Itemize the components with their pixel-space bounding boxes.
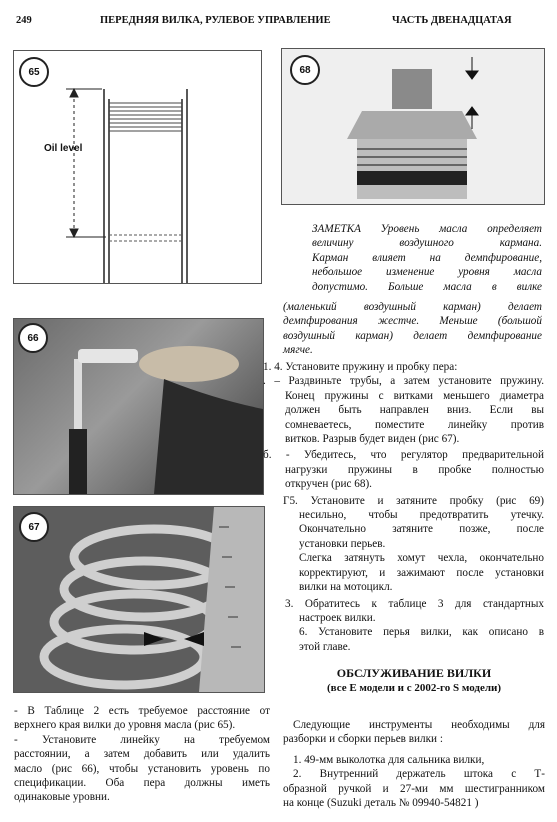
step-line: б. - Убедитесь, что регулятор предварительной [263,449,544,462]
oil-level-label: Oil level [44,143,83,154]
figure-66 [13,318,264,495]
figure-number-badge: 66 [18,323,48,353]
step-4: 1. 4. Установите пружину и пробку пера: [263,361,458,373]
note-line: допустимо. Больше масла в вилке [312,280,542,293]
fork-tube-diagram [14,51,261,283]
note-line: ЗАМЕТКА Уровень масла определяет [312,223,542,235]
note-line: воздушный карман) делает демпфирование [283,329,542,342]
step-line: 6. Установите перья вилки, как описано в [299,626,544,639]
body-line: одинаковые уровни. [14,791,110,804]
body-line: 1. 49-мм выколотка для сальника вилки, [293,753,485,766]
note-line: (маленький воздушный карман) делает [283,301,542,313]
figure-number-badge: 68 [290,55,320,85]
note-line: небольшое изменение уровня масла [312,266,542,279]
figure-number-badge: 65 [19,57,49,87]
body-line: верхнего края вилки до уровня масла (рис 65). [14,719,236,732]
note-line: Карман влияет на демпфирование, [312,251,542,264]
page-number: 249 [16,15,32,26]
section-name: ЧАСТЬ ДВЕНАДЦАТАЯ [392,15,512,26]
spring-photo [14,507,264,692]
tools-text [283,718,545,810]
body-line: спецификации. Оба пера должны иметь [14,777,270,790]
body-line: Следующие инструменты необходимы для [293,719,545,731]
body-line: образной ручкой и 27-ми мм шестигранником [283,782,545,795]
body-line: расстоянии, а затем добавить или удалить [14,748,270,761]
body-line: разборки и сборки перьев вилки : [283,733,443,746]
step-line: установки перьев. [299,537,386,550]
figure-65 [13,50,262,284]
body-line: масло (рис 66), чтобы установить уровень по [14,762,270,775]
step-line: откручен (рис 68). [285,478,372,491]
note-block [312,222,542,294]
step-line: настроек вилки. [299,611,376,624]
step-line: Слегка затянуть хомут чехла, окончательно [299,552,544,565]
step-line: должен быть направлен вниз. Если вы [285,404,544,417]
body-line: 2. Внутренний держатель штока с Т- [293,768,545,781]
step-line: . – Раздвиньте трубы, а затем установите пружину. [263,375,544,388]
step-line: вилки на мотоцикл. [299,581,393,594]
fork-cap-photo [282,49,544,204]
section-title-line: ОБСЛУЖИВАНИЕ ВИЛКИ [336,666,492,680]
step-line: Окончательно затяните позже, после [299,523,544,536]
note-line: величину воздушного кармана. [312,237,542,250]
measuring-photo [14,319,263,494]
assembly-steps [263,360,544,654]
step-line: корректируют, и зажимают после установки [299,566,544,579]
note-line: демпфирования жестче. Меньше (большой [283,315,542,328]
step-line: несильно, чтобы предотвратить утечку. [299,509,544,522]
step-line: витков. Разрыв будет виден (рис 67). [285,433,460,446]
note-line: мягче. [283,344,313,357]
figure-68 [281,48,545,205]
step-line: Конец пружины с витками меньшего диаметра [285,389,544,402]
section-title-subline: (все E модели и с 2002-го S модели) [326,682,502,694]
step-line: этой главе. [299,640,351,653]
left-column-text [14,704,270,805]
figure-67 [13,506,265,693]
figure-number-badge: 67 [19,512,49,542]
body-line: на конце (Suzuki деталь № 09940-54821 ) [283,797,479,810]
body-line: - В Таблице 2 есть требуемое расстояние от [14,705,270,717]
body-line: - Установите линейку на требуемом [14,733,270,746]
step-line: нагрузки пружины в пробке полностью [285,463,544,476]
step-line: сомневаетесь, поместите линейку против [285,418,544,431]
step-line: Г5. Установите и затяните пробку (рис 69) [283,494,544,507]
chapter-title: ПЕРЕДНЯЯ ВИЛКА, РУЛЕВОЕ УПРАВЛЕНИЕ [100,15,331,26]
step-line: 3. Обратитесь к таблице 3 для стандартных [285,597,544,610]
section-title [283,666,545,696]
note-block-continued [283,300,542,358]
